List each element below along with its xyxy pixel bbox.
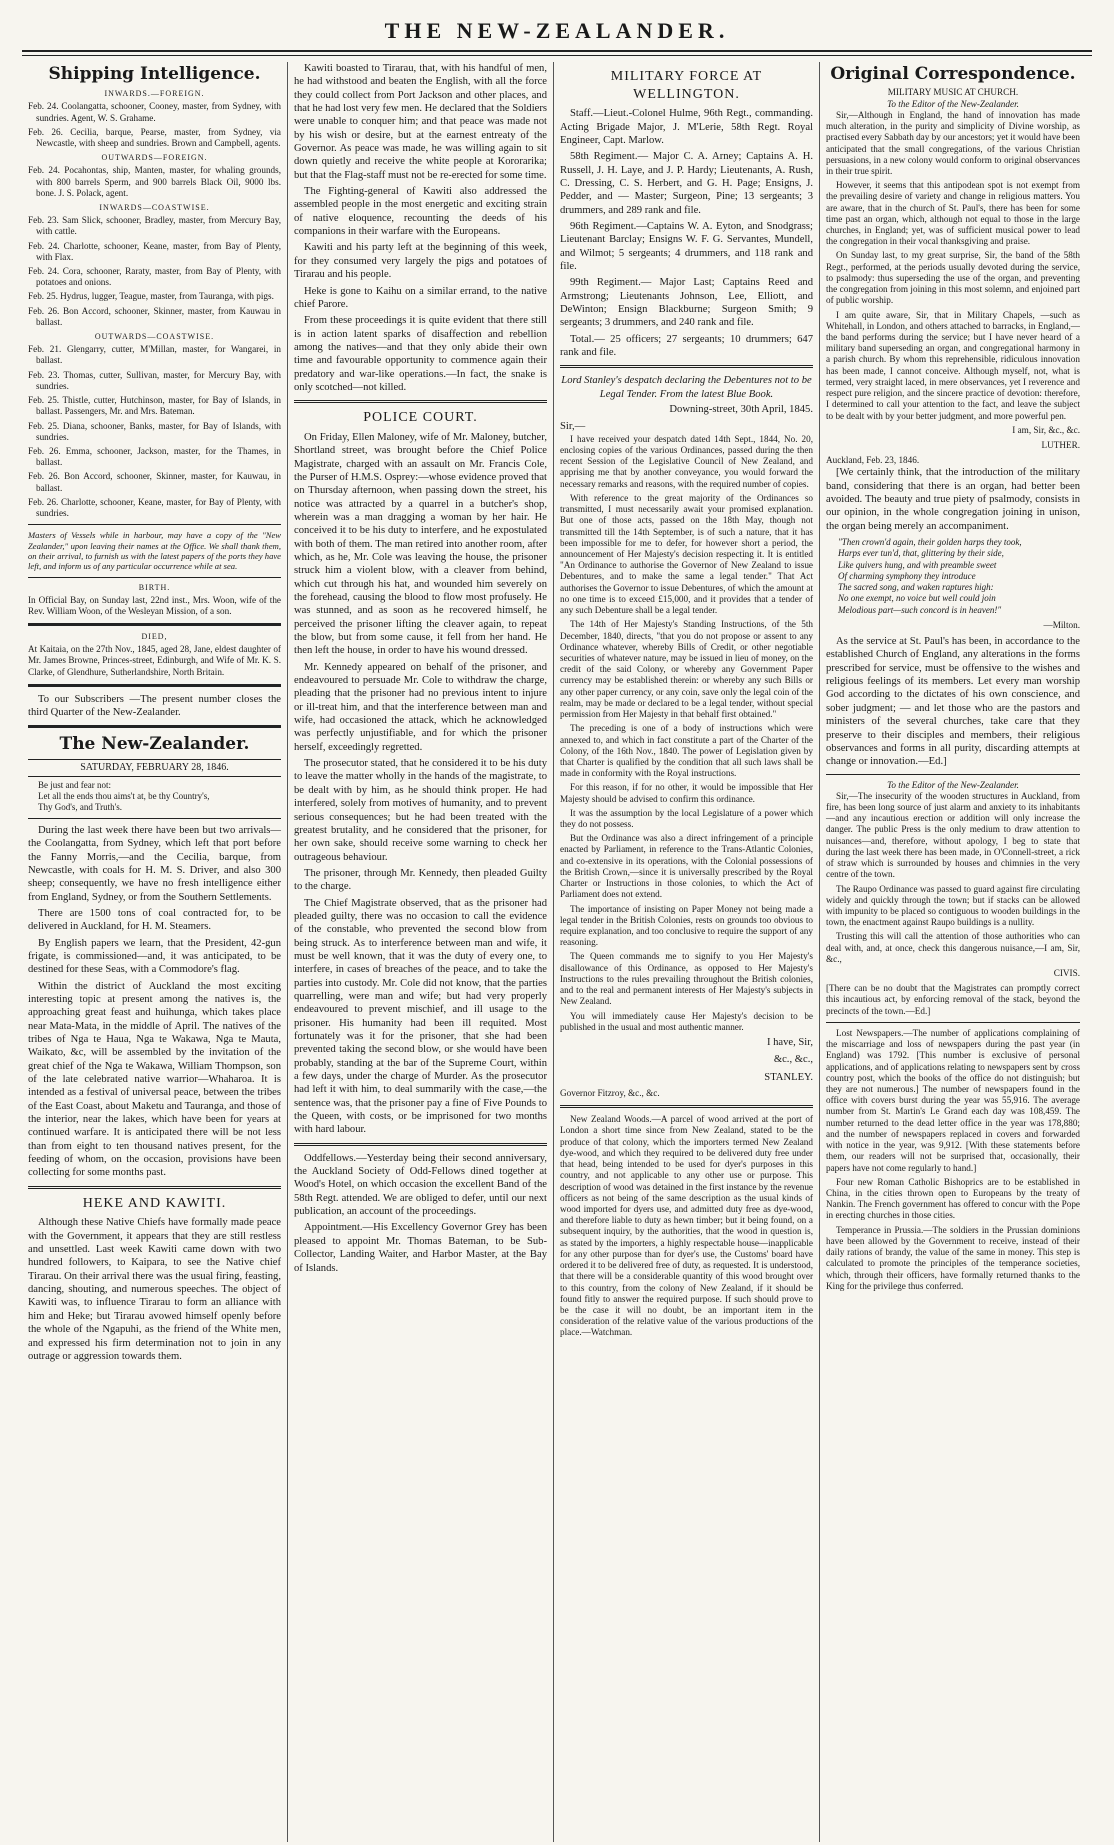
divider: [28, 818, 281, 819]
civis-text-item: Trusting this will call the attention of those authorities who can deal with, and, at once, check this dangerous nuisance,—I am, Sir, &c.,: [826, 931, 1080, 964]
stanley-text-item: It was the assumption by the local Legislature of a power which they do not possess.: [560, 807, 813, 830]
stanley-text: [560, 434, 813, 1033]
police-text-item: On Friday, Ellen Maloney, wife of Mr. Maloney, butcher, Shortland street, was brought before the Chief Police Magistrate, charged with an assault on Mr. Francis Cole, the Purser of H.M.S. Osprey:—whose evidence proved that on Thursday afternoon, when passing down the street, his notice was attracted by a quarrel in a butcher's shop, wherein was a man dragging a woman by her hair. He conceived it to be his duty to interfere, and he expostulated with both of them. The man retired into another room, after which, as he, Mr. Cole was leaving the house, the prisoner struck him a violent blow, with a cleaver from behind, which cut through his hat, and wounded him severely on the forehead, causing the blood to flow most profusely. He was stunned, and as soon as he recovered himself, he perceived the prisoner lifting the cleaver again, to repeat the blow, but from some cause, it fell from her hand. He then left the house, in order to have his wound dressed.: [294, 431, 547, 657]
editorial-item: During the last week there have been but two arrivals—the Coolangatta, from Sydney, which left that port before the Fanny Morris,—and the Cecilia, barque, from Newcastle, with coals for H. M. S. Driver, and also 300 sheep; consequently, we have no fresh intelligence either from England, Sydney, or from the Southern Settlements.: [28, 824, 281, 903]
police-text: [294, 431, 547, 1137]
stanley-text-item: With reference to the great majority of the Ordinances so transmitted, I must necessarily await your promised explanation. But one of those acts, passed on the 18th May, though not transmitted till the 14th September, is of such a nature, that it has been impossible for me to defer, for however short a period, the announcement of Her Majesty's decision respecting it. It is entitled "An Ordinance to authorise the Governor of New Zealand to issue Debentures, and to make the same a legal tender." That Act authorises the Governor to issue Debentures, of which the amount at no one time is to exceed £15,000, and it provides that a tender of any such Debenture shall be a legal tender.: [560, 492, 813, 616]
milton-verse-item: Like quivers hung, and with preamble sweet: [838, 559, 997, 570]
stanley-etc: &c., &c.,: [773, 1054, 813, 1066]
shipping-title: Shipping Intelligence.: [48, 64, 261, 84]
inwards-foreign-list-item: Feb. 24. Coolangatta, schooner, Cooney, master, from Sydney, with sundries. Agent, W. S. Grahame.: [28, 101, 281, 123]
outwards-coast-head: OUTWARDS—COASTWISE.: [94, 332, 215, 342]
oddfellows-text: Oddfellows.—Yesterday being their second anniversary, the Auckland Society of Odd-Fellows dined together at Wood's Hotel, on which occasion the excellent Band of the 58th Regt. attended. We are obliged to defer, until our next publication, an account of the proceedings.: [294, 1152, 547, 1218]
divider: [28, 684, 281, 687]
heke-text-item: Although these Native Chiefs have formally made peace with the Government, it appears that they are still restless and unsettled. Last week Kawiti came down with two hundred followers, to Kaipara, to see the Native chief Tirarau. On their arrival there was the usual firing, feasting, dancing, shouting, and numerous speeches. The object of Kawiti was, to influence Tirarau to form an alliance with him and Heke; but Tirarau avowed himself openly before the whole of the Ngapuhi, as the friend of the White men, and expressed his firm determination not to join in any outrage or aggression towards them.: [28, 1217, 281, 1362]
luther-date: Auckland, Feb. 23, 1846.: [826, 455, 920, 466]
divider: [28, 524, 281, 525]
verse-attribution: —Milton.: [1043, 619, 1080, 630]
luther-text-item: On Sunday last, to my great surprise, Sir, the band of the 58th Regt., performed, at the periods usually devoted during the service, to psalmody: thus superseding the use of the organ, and preventing the congregation from joining in this most solemn, and enjoined part of public worship.: [826, 250, 1080, 306]
inwards-coast-head: INWARDS—COASTWISE.: [99, 203, 210, 213]
civis-reply: [There can be no doubt that the Magistrates can promptly correct this incautious act, by enforcing removal of the stack, beyond the precincts of the town.—Ed.]: [826, 983, 1080, 1016]
milton-verse-item: No one exempt, no voice but well could join: [838, 593, 996, 604]
divider: [560, 1105, 813, 1108]
luther-text-item: I am quite aware, Sir, that in Military Chapels, —such as Whitehall, in London, and others attached to barracks, in England,—the band performs during the service; but I have never heard of a military band superseding an organ, and congregational harmony in a parish church. By whom this reprehensible, ridiculous innovation has been made, I cannot conceive. Although myself, not, what is termed, very straight laced, in mere observances, yet I reverence and respect pure religion, and the sincere practice of devotion: therefore, I determined to call your attention to the fact, and leave the subject to be dealt with by your better judgment, and more powerful pen.: [826, 309, 1080, 421]
stanley-text-item: But the Ordinance was also a direct infringement of a principle enacted by Parliament, in reference to the Trans-Atlantic Colonies, and co-extensive in its operations, with the Colonial possessions of the British Crown,—since it is universally prescribed by the Royal Charter or Instructions in those colonies, to which the Act of Parliament does not extend.: [560, 833, 813, 900]
motto-item: Thy God's, and Truth's.: [38, 802, 123, 813]
kawiti-text-item: Kawiti and his party left at the beginning of this week, for they consumed very largely the pigs and potatoes of Tirarau and his people.: [294, 242, 547, 281]
stanley-text-item: The importance of insisting on Paper Money not being made a legal tender in the British Colonies, rests on grounds too obvious to require explanation, and too conclusive to require the support of any reasoning.: [560, 903, 813, 948]
outwards-coast-list-item: Feb. 25. Thistle, cutter, Hutchinson, master, for Bay of Islands, in ballast. Passengers, Mr. and Mrs. Bateman.: [28, 395, 281, 417]
outwards-coast-list-item: Feb. 26. Bon Accord, schooner, Skinner, master, for Kauwau, in ballast.: [28, 471, 281, 493]
died-text: At Kaitaia, on the 27th Nov., 1845, aged 28, Jane, eldest daughter of Mr. James Browne, Princes-street, Edinburgh, and Wife of Mr. K. S. Clarke, of Glendhure, Sutherlandshire, North Britain.: [28, 644, 281, 677]
to-editor: To the Editor of the New-Zealander.: [887, 98, 1019, 109]
stanley-text-item: The preceding is one of a body of instructions which were annexed to, and which in fact constitute a part of the Charter of the Colony, of the 16th Nov., 1840. The power of Legislation given by that Charter is qualified by the condition that all such laws shall be made in conformity with the Royal instructions.: [560, 723, 813, 779]
military-head: MILITARY FORCE AT WELLINGTON.: [610, 69, 763, 102]
kawiti-text-item: Kawiti boasted to Tirarau, that, with his handful of men, he had withstood and beaten the English, with all the force they could collect from Port Jackson and other places, and that he had lost very few men. He declared that the Soldiers were unable to conquer him; and that peace was made not by his wish or desire, but at the earnest entreaty of the Governor. As peace was made, he was willing again to sit down quietly and receive the white people at Kororarika; but that the Flag-staff must not be re-erected for some time.: [294, 63, 547, 181]
stanley-text-item: The Queen commands me to signify to you Her Majesty's disallowance of this Ordinance, as opposed to Her Majesty's Instructions to the rules prevailing throughout the British colonies, and to the real and permanent interests of Her Majesty's subjects in New Zealand.: [560, 951, 813, 1007]
stanley-sign: STANLEY.: [764, 1071, 813, 1083]
luther-sign: LUTHER.: [1041, 439, 1080, 450]
inwards-coast-list-item: Feb. 24. Cora, schooner, Raraty, master, from Bay of Plenty, with potatoes and onions.: [28, 266, 281, 288]
milton-verse: [826, 537, 1080, 616]
stanley-text-item: I have received your despatch dated 14th Sept., 1844, No. 20, enclosing copies of the various Ordinances, passed during the then recent Session of the Legislative Council of New Zealand, and apprising me that by another conveyance, you would forward the necessary remarks and reasons, with the required number of copies.: [560, 433, 813, 489]
milton-verse-item: The sacred song, and waken raptures high:: [838, 582, 994, 593]
stanley-close: I have, Sir,: [766, 1036, 813, 1048]
inwards-foreign-list-item: Feb. 26. Cecilia, barque, Pearse, master, from Sydney, via Newcastle, with sheep and sundries. Brown and Campbell, agents.: [28, 126, 281, 149]
outwards-foreign-list: [28, 165, 281, 199]
editor-reply-2: As the service at St. Paul's has been, in accordance to the established Church of England, any alterations in the forms prescribed for service, must be offensive to the wishes and religious feelings of its members. Let every man worship God according to the dictates of his own conscience, and sober judgment; — and let those who are the pastors and ministers of the several churches, take care that they preserve to their disciples and members, their religious observances and forms in all purity, discarding attempts at change or innovation.—Ed.]: [826, 636, 1080, 768]
to-editor-2: To the Editor of the New-Zealander.: [887, 779, 1019, 790]
divider: [28, 623, 281, 626]
divider: [28, 725, 281, 728]
stanley-sir: Sir,—: [560, 421, 586, 433]
inwards-foreign-head: INWARDS.—FOREIGN.: [104, 89, 205, 99]
column-4: [820, 62, 1086, 1842]
subscribers-notice: To our Subscribers —The present number closes the third Quarter of the New-Zealander.: [28, 693, 281, 719]
stanley-text-item: The 14th of Her Majesty's Standing Instructions, of the 5th December, 1840, directs, "that you do not propose or assent to any Ordinance whatever, whereby Bills of Credit, or other negotiable securities of whatever nature, may be issued in lieu of money, on the credit of the said Colony, or whereby any Government Paper currency may be established therein: or whereby any such Bills or any other paper currency, or any coin, save only the legal coin of the realm, may be made or declared to be a legal tender, without special permission from Her Majesty in that behalf first obtained.": [560, 619, 813, 720]
kawiti-text: [294, 62, 547, 394]
civis-text-item: The Raupo Ordinance was passed to guard against fire circulating widely and quickly through the town; but if stacks can be allowed with impunity to be placed so contiguous to wooden buildings in the town, the enactment against Raupo buildings is a nullity.: [826, 883, 1080, 928]
stanley-text-item: You will immediately cause Her Majesty's decision to be published in the usual and most authentic manner.: [560, 1010, 813, 1032]
temperance-text: Temperance in Prussia.—The soldiers in the Prussian dominions have been allowed by the Government to receive, instead of their daily rations of brandy, the value of the same in money. This step is calculated to promote the principles of the temperance societies, which, through their officers, have formally returned thanks to the King for the privilege thus conferred.: [826, 1224, 1080, 1291]
inwards-coast-list-item: Feb. 25. Hydrus, lugger, Teague, master, from Tauranga, with pigs.: [28, 291, 274, 302]
military-text-item: Total.— 25 officers; 27 sergeants; 10 drummers; 647 rank and file.: [560, 333, 813, 359]
appointment-text: Appointment.—His Excellency Governor Grey has been pleased to appoint Mr. Thomas Bateman, to be Sub-Collector, Landing Waiter, and Harbor Master, at the Bay of Islands.: [294, 1222, 547, 1274]
outwards-coast-list-item: Feb. 26. Emma, schooner, Jackson, master, for the Thames, in ballast.: [28, 445, 281, 468]
column-3: [554, 62, 820, 1842]
editorial-item: Within the district of Auckland the most exciting interesting topic at present among the natives is, the approaching great feast and huihunga, which takes place near Mata-Mata, in the middle of April. The natives of the tribes of Nga te Haua, Nga te Wakawa, Nga te Mauta, Waikato, &c, will be assembled by the invitation of the great chief of the Nga te Wakawa, William Thompson, son of the late celebrated native warrior—Whaharoa. It is intended as a festival of universal peace, between the tribes of the East Coast, about Maketu and Tauranga, and those of the interior, near the lakes, which have been for years at continued warfare. It is anticipated there will be not less than from eight to ten thousand natives present, for the feeding of whom, on the occasion, provisions have been collecting for some months past.: [28, 980, 281, 1179]
stanley-text-item: For this reason, if for no other, it would be impossible that Her Majesty should be advised to confirm this ordinance.: [560, 782, 813, 804]
divider: [28, 577, 281, 578]
stanley-to: Governor Fitzroy, &c., &c.: [560, 1088, 660, 1098]
music-head: MILITARY MUSIC AT CHURCH.: [887, 87, 1019, 98]
birth-head: BIRTH.: [138, 582, 171, 592]
stanley-date: Downing-street, 30th April, 1845.: [669, 404, 813, 416]
heke-text: [28, 1216, 281, 1363]
masthead: THE NEW-ZEALANDER.: [22, 0, 1092, 52]
outwards-coast-list-item: Feb. 26. Charlotte, schooner, Keane, master, for Bay of Plenty, with sundries.: [28, 496, 281, 519]
inwards-coast-list: [28, 215, 281, 328]
divider: [28, 1186, 281, 1189]
divider: [826, 774, 1080, 775]
luther-text: [826, 110, 1080, 422]
military-text-item: 99th Regiment.— Major Last; Captains Reed and Armstrong; Lieutenants Johnson, Lee, Elliott, and DeWinton; Ensign Blackburne; Surgeon Smith; 9 sergeants; 3 drummers, and 240 rank and file.: [560, 277, 813, 329]
police-text-item: Mr. Kennedy appeared on behalf of the prisoner, and endeavoured to persuade Mr. Cole to withdraw the charge, pleading that the prisoner had no previous intent to injure or ill-treat him, and that the interference between man and wife, had occasioned the attack, which he acknowledged was perfectly unjustifiable, and for which the prisoner herself, exceedingly regretted.: [294, 661, 547, 753]
milton-verse-item: Melodious part—such concord is in heaven!": [838, 604, 1002, 615]
milton-verse-item: Harps ever tun'd, that, glittering by their side,: [838, 548, 1004, 559]
military-text-item: 96th Regiment.—Captains W. A. Eyton, and Snodgrass; Lieutenant Barclay; Ensigns W. F. G. Servantes, Mundell, and Wilmot; 5 sergeants; 4 drummers, and 118 rank and file.: [560, 221, 813, 273]
bishoprics-text: Four new Roman Catholic Bishoprics are to be established in China, in the cities thrown open to Europeans by the treaty of Nankin. The French government has offered to concur with the Pope in erecting churches in those cities.: [826, 1176, 1080, 1221]
columns: [22, 62, 1092, 1842]
inwards-coast-list-item: Feb. 23. Sam Slick, schooner, Bradley, master, from Mercury Bay, with cattle.: [28, 215, 281, 237]
column-2: [288, 62, 554, 1842]
motto-item: Let all the ends thou aims't at, be thy Country's,: [38, 791, 210, 802]
original-title: Original Correspondence.: [830, 64, 1076, 84]
dateline: SATURDAY, FEBRUARY 28, 1846.: [28, 759, 281, 778]
outwards-foreign-list-item: Feb. 24. Pocahontas, ship, Manten, master, for whaling grounds, with 800 barrels Sperm, and 900 barrels Black Oil, 9000 lbs. bone. J. S. Polack, agent.: [28, 165, 281, 198]
outwards-coast-list: [28, 344, 281, 519]
military-text-item: Staff.—Lieut.-Colonel Hulme, 96th Regt., commanding. Acting Brigade Major, J. M'Lerie, 58th Regt. Royal Engineer, Capt. Marlow.: [560, 108, 813, 146]
editorial-item: There are 1500 tons of coal contracted for, to be delivered in Auckland, for H. M. Steamers.: [28, 907, 281, 933]
milton-verse-item: "Then crown'd again, their golden harps they took,: [838, 537, 1022, 548]
luther-text-item: Sir,—Although in England, the hand of innovation has made much alteration, in the purity and simplicity of Divine worship, as practised every Sabbath day by our ancestors; yet it would have been anticipated that the small congregations, of the various Christian persuasions, in a new colony would conform to original observances in their true spirit.: [826, 109, 1080, 176]
heke-head: HEKE AND KAWITI.: [82, 1195, 227, 1211]
civis-sign: CIVIS.: [1053, 968, 1080, 979]
stanley-head: Lord Stanley's despatch declaring the Debentures not to be Legal Tender. From the latest Blue Book.: [561, 375, 812, 400]
civis-text: [826, 791, 1080, 965]
inwards-coast-list-item: Feb. 26. Bon Accord, schooner, Skinner, master, from Kauwau in ballast.: [28, 305, 281, 327]
civis-text-item: Sir,—The insecurity of the wooden structures in Auckland, from fire, has been long source of just alarm and anxiety to its inhabitants—and any incautious erection or addition will only increase the danger. The public Press is the only medium to draw attention to nuisances—and, therefore, without apology, I beg to state that during the last week there has been made, in O'Connell-street, a rick of straw which is surrounded by houses and chimnies in the very centre of the town.: [826, 790, 1080, 880]
editorial: [28, 824, 281, 1180]
outwards-coast-list-item: Feb. 23. Thomas, cutter, Sullivan, master, for Mercury Bay, with sundries.: [28, 369, 281, 391]
died-head: DIED,: [141, 632, 168, 642]
editorial-item: By English papers we learn, that the President, 42-gun frigate, is commissioned—and, it was anticipated, to be destined for these Seas, with a Commodore's flag.: [28, 937, 281, 976]
military-text-item: 58th Regiment.— Major C. A. Arney; Captains A. H. Russell, J. H. Laye, and J. P. Hardy; Lieutenants, A. Rush, C. Dressing, C. S. Herbert, and G. H. Page; Ensigns, J. Pedder, and — Master; Surgeon, Pine; 13 sergeants; 3 drummers, and 289 rank and file.: [560, 151, 813, 216]
masthead-rule: [22, 52, 1092, 56]
newspapers-text: Lost Newspapers.—The number of applications complaining of the miscarriage and loss of newspapers during the past year (in England) was 1792. [This number is exclusive of personal applications, and of applications relating to newspapers sent by cross country post, which the books of the office do not distinguish; but they are not numerous.] The number of newspapers found in the office with covers burst during the year was 55,916. The average number from St. Martin's Le Grand each day was 108,459. The number returned to the dead letter office in the year was 178,880; and the number of newspapers replaced in covers and forwarded with notice in the year, was 9,912. [With these statements before them, our readers will not be surprised that, occasionally, their papers have not come regularly to hand.]: [826, 1027, 1080, 1173]
column-1: [22, 62, 288, 1842]
motto-item: Be just and fear not:: [38, 780, 111, 791]
outwards-coast-list-item: Feb. 25. Diana, schooner, Banks, master, for Bay of Islands, with sundries.: [28, 420, 281, 442]
police-text-item: The Chief Magistrate observed, that as the prisoner had pleaded guilty, there was no occasion to call the evidence of the constable, who prevented the second blow from being struck. As to interference between man and wife, it must be well known, that it was the duty of every one, to interfere, in cases of breaches of the peace, and to take the parties into custody. Mr. Cole did not know, that the parties quarrelling, were man and wife; but had very properly endeavoured to prevent mischief, and ill usage to the prisoner. His humanity had been ill requited. Most fortunately was it for the prisoner, that she had been prevented taking the second blow, or she would have been probably, standing at the bar of the Supreme Court, within a few days, under the charge of Murder. As the prosecutor had left it with him, to deal summarily with the case,—the sentence was, that the prisoner pay a fine of Five Pounds to the Queen, with costs, or be imprisoned for two months with hard labour.: [294, 897, 547, 1136]
outwards-foreign-head: OUTWARDS—FOREIGN.: [101, 153, 208, 163]
paper-title: The New-Zealander.: [59, 734, 250, 755]
masters-notice: Masters of Vessels while in harbour, may have a copy of the "New Zealander," upon leaving their names at the Office. We shall thank them, on their arrival, to furnish us with the latest papers of the ports they have left, and inform us of any particular occurrence while at sea.: [28, 530, 281, 572]
woods-text: New Zealand Woods.—A parcel of wood arrived at the port of London a short time since from New Zealand, stated to be the produce of that colony, which the importers termed New Zealand dye-wood, and which they required to be delivered duty free under that head, being intended to be used for dyer's purposes in this country, and not applicable to any other use or purpose. This description of wood was detained in the first instance by the revenue officers as not being of the same description as the usual kinds of wood imported for dyers use, and admitted duty free as dye-wood, and therefore liable to duty as hewn timber; but it being found, on a subsequent inquiry, by the authorities, that the wood in question is, as stated by the importers, a highly respectable house—inapplicable for any other purpose than for dyer's use, the Customs' board have ordered it to be delivered free of duty, as requested. It is understood, that there will be a considerable quantity of this wood brought over to this country, from the colony of New Zealand, if it should be found fitly to answer the required purpose. If such should prove to be the case it will no doubt, be an important item in the consideration of the relative value of the various productions of the place.—Watchman.: [560, 1114, 813, 1338]
milton-verse-item: Of charming symphony they introduce: [838, 570, 976, 581]
luther-close: I am, Sir, &c., &c.: [1012, 424, 1080, 435]
inwards-coast-list-item: Feb. 24. Charlotte, schooner, Keane, master, from Bay of Plenty, with Flax.: [28, 240, 281, 262]
editor-reply-1: [We certainly think, that the introduction of the military band, considering that there is an organ, had better been avoided. The beauty and true piety of psalmody, consists in our opinion, in the whole congregation joining in unison, the organ being merely an accompaniment.: [826, 467, 1080, 532]
divider: [826, 1022, 1080, 1023]
divider: [294, 1143, 547, 1146]
police-text-item: The prisoner, through Mr. Kennedy, then pleaded Guilty to the charge.: [294, 867, 547, 893]
kawiti-text-item: The Fighting-general of Kawiti also addressed the assembled people in the most energetic and exciting strain of native eloquence, recounting the deeds of his companions in their warfare with the Europeans.: [294, 186, 547, 238]
divider: [560, 365, 813, 368]
kawiti-text-item: Heke is gone to Kaihu on a similar errand, to the native chief Parore.: [294, 285, 547, 310]
police-head: POLICE COURT.: [363, 410, 478, 426]
military-text: [560, 107, 813, 359]
inwards-foreign-list: [28, 101, 281, 149]
kawiti-text-item: From these proceedings it is quite evident that there still is in action latent sparks of disaffection and rebellion among the natives—and that they only abide their own time and favourable opportunity to commence again their predatory and war-like operations.—In fact, the snake is only scotched—not killed.: [294, 315, 547, 393]
luther-text-item: However, it seems that this antipodean spot is not exempt from the prevailing desire of variety and change in religious matters. You are aware, that in the church of St. Paul's, there has been for some time past an organ, which, although not equal to those in the large churches, in England; yet, was of sufficient musical power to lead the congregation in their vocal thanksgiving and praise.: [826, 180, 1080, 247]
motto: [28, 780, 281, 812]
police-text-item: The prosecutor stated, that he considered it to be his duty to leave the matter wholly in the hands of the magistrate, to be dealt with by him, as he should think proper. He had interfered, solely from motives of humanity, and to prevent serious consequences; but he had been treated with the greatest brutality, and he considered that the prisoner, for her own sake, should receive some warning to check her outrageous behaviour.: [294, 758, 547, 863]
birth-text: In Official Bay, on Sunday last, 22nd inst., Mrs. Woon, wife of the Rev. William Woon, of the Wesleyan Mission, of a son.: [28, 594, 281, 616]
outwards-coast-list-item: Feb. 21. Glengarry, cutter, M'Millan, master, for Wangarei, in ballast.: [28, 344, 281, 366]
divider: [294, 400, 547, 403]
